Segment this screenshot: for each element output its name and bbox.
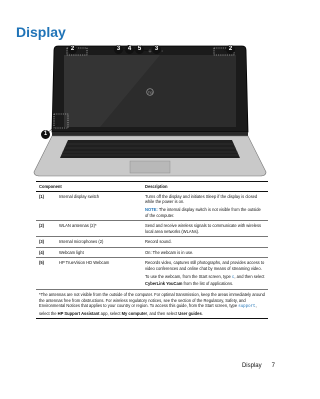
typed-command: support [238,305,256,310]
menu-item-name: User guides [178,310,202,316]
row-description: On: The webcam is in use. [142,247,268,258]
callout-3-right: 3 [152,45,161,54]
keyboard-area [60,140,240,158]
callout-4: 4 [125,45,134,54]
component-table [36,181,268,319]
footnote-part: , select the [39,303,257,316]
laptop-hinge [52,132,248,136]
desc-part: from the list of applications. [182,281,234,287]
table-row [36,237,268,248]
row-id: (1) [36,191,56,221]
header-component: Component [36,182,142,192]
webcam-icon [149,50,152,53]
row-component: Internal microphones (2) [56,237,142,248]
page-number: 7 [271,363,275,369]
row-component: Webcam light [56,247,142,258]
page-footer [0,363,275,369]
page-title: Display [16,24,66,40]
callout-3-left: 3 [114,45,123,54]
desc-part: , and then select [234,273,265,279]
note-text: The internal display switch is not visible from the outside of the computer. [145,207,261,218]
footnote-row [36,289,268,319]
row-id: (3) [36,237,56,248]
footer-section: Display [241,363,262,369]
svg-text:hp: hp [148,89,153,95]
desc-part: To use the webcam, from the Start screen, type [145,273,232,279]
row-id: (5) [36,258,56,290]
header-description: Description [142,182,268,192]
callout-1: 1 [41,130,50,139]
row-component: WLAN antennas (2)* [56,221,142,237]
footnote-part: . [201,310,203,316]
table-header-row [36,182,268,192]
callout-2-left: 2 [68,45,77,54]
row-description [142,191,268,221]
row-description: Record sound. [142,237,268,248]
table-row [36,191,268,221]
row-component: Internal display switch [56,191,142,221]
footnote-part: , and then select [147,310,179,316]
row-component: HP TrueVision HD Webcam [56,258,142,290]
row-id: (4) [36,247,56,258]
table-row [36,258,268,290]
menu-item-name: My computer [121,310,148,316]
table-row [36,247,268,258]
note-label: NOTE: [145,207,158,213]
typed-command: c [231,275,235,280]
row-description-text: Records video, captures still photographs, and provides access to video conferences and online chat by means of streaming video. [145,260,265,271]
row-id: (2) [36,221,56,237]
callout-5: 5 [135,45,144,54]
callout-2-right: 2 [226,45,235,54]
footnote-part: *The antennas are not visible from the outside of the computer. For optimal transmission, keep the areas immediately around the antennas free from obstructions. For wireless regulatory notices, see the section of the Regulatory, Safety, and Environmental Notices that applies to your country or region. To access this guide, from the Start screen, type [39,292,265,309]
row-description-extra [145,274,265,287]
touchpad [130,161,170,173]
row-description-text: Turns off the display and initiates Sleep if the display is closed while the power is on. [145,193,258,205]
note [145,207,265,218]
table-row [36,221,268,237]
footnote [36,289,268,319]
laptop-display-illustration [30,44,270,178]
footnote-part: app, select [99,310,122,316]
app-name: HP Support Assistant [57,310,100,316]
app-name: CyberLink YouCam [145,281,183,287]
row-description [142,258,268,290]
row-description: Send and receive wireless signals to communicate with wireless local area networks (WLANs). [142,221,268,237]
